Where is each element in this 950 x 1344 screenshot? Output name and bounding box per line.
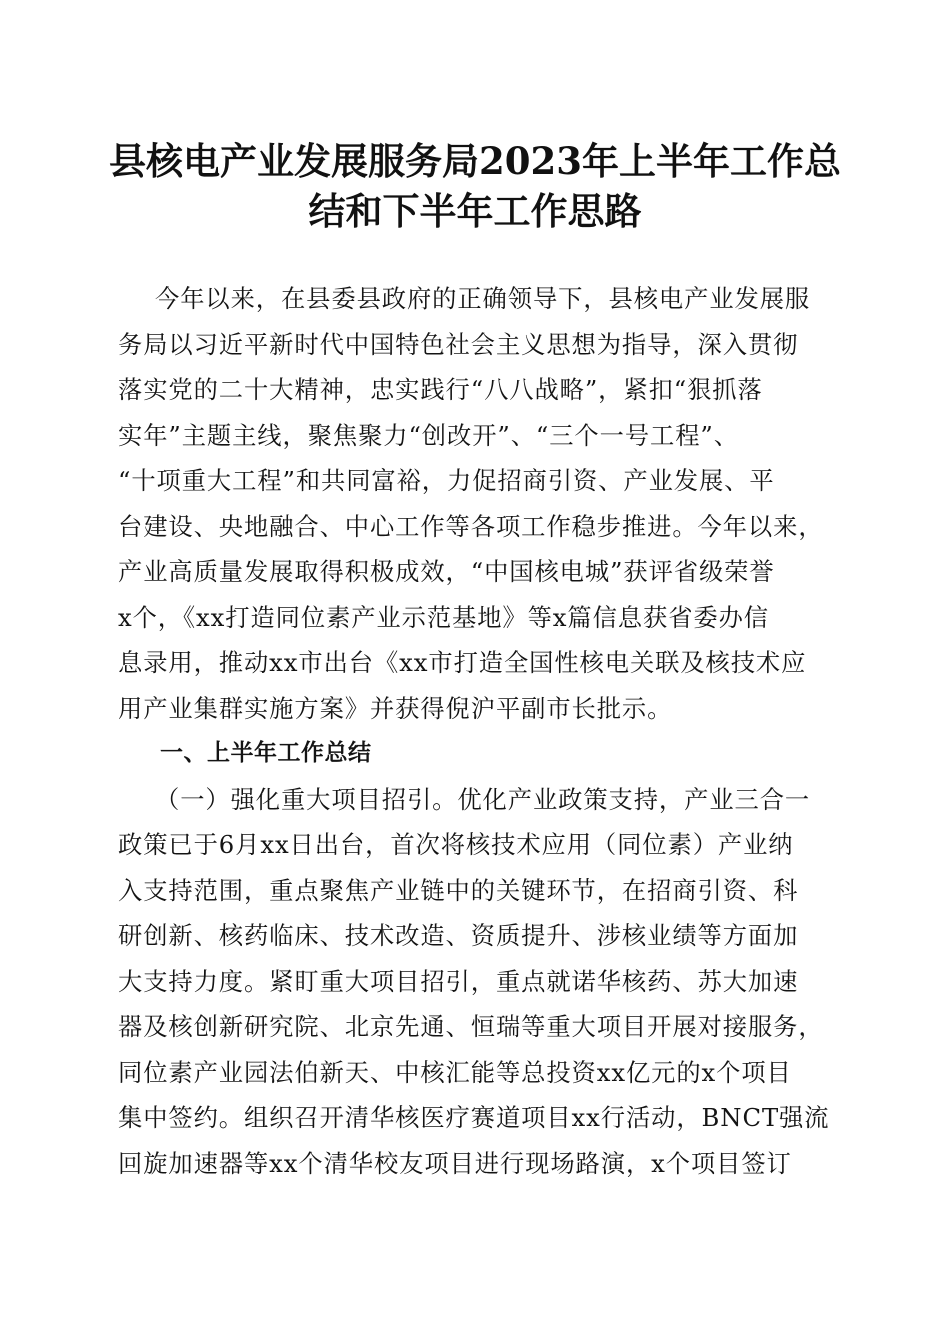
title-line-2: 结和下半年工作思路	[308, 189, 642, 233]
paragraph-line: 集中签约。组织召开清华核医疗赛道项目xx行活动，BNCT强流	[118, 1103, 830, 1132]
paragraph-line: 研创新、核药临床、技术改造、资质提升、涉核业绩等方面加	[118, 921, 799, 950]
section-paragraph	[118, 777, 833, 1187]
paragraph-line: 大支持力度。紧盯重大项目招引，重点就诺华核药、苏大加速	[118, 966, 799, 996]
paragraph-line: 政策已于6月xx日出台，首次将核技术应用（同位素）产业纳	[118, 830, 794, 859]
paragraph-line: 同位素产业园法伯新天、中核汇能等总投资xx亿元的x个项目	[118, 1057, 792, 1087]
paragraph-line: 产业高质量发展取得积极成效，“中国核电城”获评省级荣誉	[118, 557, 775, 586]
paragraph-line: “十项重大工程”和共同富裕，力促招商引资、产业发展、平	[118, 466, 775, 495]
paragraph-line: 息录用，推动xx市出台《xx市打造全国性核电关联及核技术应	[118, 648, 807, 677]
paragraph-line: 落实党的二十大精神，忠实践行“八八战略”，紧扣“狠抓落	[118, 375, 763, 404]
paragraph-line: （一）强化重大项目招引。优化产业政策支持，产业三合一	[155, 784, 811, 814]
paragraph-line: 务局以习近平新时代中国特色社会主义思想为指导，深入贯彻	[118, 329, 799, 359]
paragraph-line: x个，《xx打造同位素产业示范基地》等x篇信息获省委办信	[118, 602, 769, 632]
paragraph-line: 入支持范围，重点聚焦产业链中的关键环节，在招商引资、科	[118, 875, 799, 905]
paragraph-line: 回旋加速器等xx个清华校友项目进行现场路演，x个项目签订	[118, 1148, 792, 1178]
paragraph-line: 器及核创新研究院、北京先通、恒瑞等重大项目开展对接服务，	[118, 1012, 824, 1041]
document-body	[118, 276, 833, 1186]
paragraph-line: 台建设、央地融合、中心工作等各项工作稳步推进。今年以来，	[118, 511, 824, 541]
paragraph-line: 实年”主题主线，聚焦聚力“创改开”、“三个一号工程”、	[118, 420, 739, 450]
paragraph-line: 用产业集群实施方案》并获得倪沪平副市长批示。	[118, 693, 673, 723]
document-title	[100, 136, 850, 236]
section-heading: 一、上半年工作总结	[160, 740, 372, 766]
intro-paragraph	[118, 276, 833, 731]
title-line-1: 县核电产业发展服务局2023年上半年工作总	[109, 139, 841, 183]
paragraph-line: 今年以来，在县委县政府的正确领导下，县核电产业发展服	[155, 284, 811, 313]
